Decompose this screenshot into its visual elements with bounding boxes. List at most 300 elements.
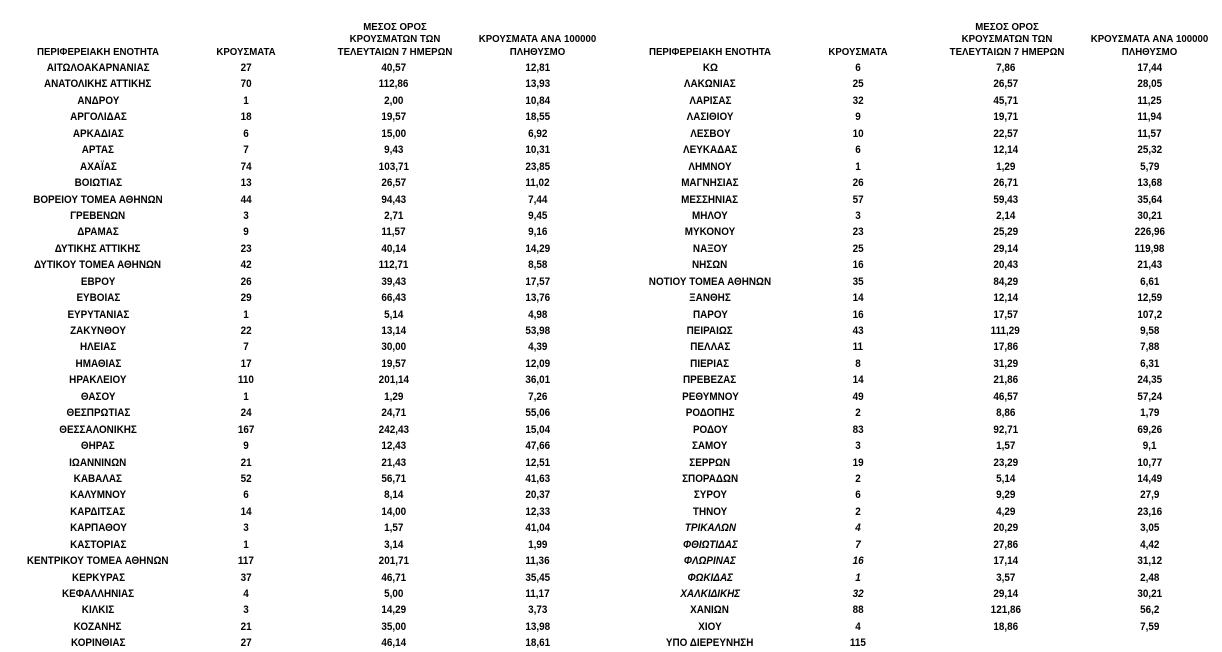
- cases-cell: 2: [855, 407, 861, 420]
- per100k-cell: 20,37: [525, 489, 550, 502]
- table-row: [612, 372, 1222, 388]
- region-cell: ΑΝΔΡΟΥ: [76, 94, 120, 107]
- per100k-cell: 55,06: [525, 407, 550, 420]
- per100k-cell: 17,44: [1137, 62, 1162, 74]
- per100k-cell: 3,05: [1139, 522, 1160, 535]
- cases-cell: 29: [240, 292, 252, 305]
- cases-cell: 11: [852, 341, 864, 354]
- cases-cell: 44: [240, 193, 252, 206]
- per100k-cell: 2,48: [1139, 571, 1160, 584]
- cases-cell: 6: [855, 144, 861, 157]
- table-row: [0, 405, 610, 421]
- table-row: [0, 142, 610, 158]
- per100k-cell: 56,2: [1139, 604, 1160, 617]
- table-row: [612, 504, 1222, 520]
- avg7-cell: 103,71: [378, 160, 409, 173]
- table-row: [0, 602, 610, 618]
- avg7-cell: 1,57: [995, 440, 1016, 453]
- table-row: [0, 504, 610, 520]
- avg7-cell: 84,29: [993, 275, 1018, 288]
- per100k-cell: 9,45: [527, 209, 548, 222]
- cases-cell: 23: [240, 242, 252, 255]
- region-cell: ΦΘΙΩΤΙΔΑΣ: [682, 538, 738, 551]
- table-row: [612, 192, 1222, 208]
- region-cell: ΚΑΣΤΟΡΙΑΣ: [69, 538, 127, 551]
- per100k-cell: 11,94: [1137, 111, 1162, 124]
- cases-cell: 17: [240, 357, 252, 370]
- table-row: [612, 76, 1222, 92]
- region-cell: ΛΑΣΙΘΙΟΥ: [686, 111, 734, 124]
- region-cell: ΡΟΔΟΥ: [692, 423, 728, 436]
- avg7-cell: 9,29: [995, 489, 1016, 502]
- region-cell: ΤΗΝΟΥ: [692, 505, 728, 518]
- per100k-cell: 23,85: [525, 160, 550, 173]
- per100k-cell: 119,98: [1134, 242, 1165, 255]
- per100k-cell: 14,49: [1137, 472, 1162, 485]
- cases-cell: 3: [855, 440, 861, 453]
- cases-cell: 6: [243, 489, 249, 502]
- per100k-cell: 24,35: [1137, 374, 1162, 387]
- region-cell: ΛΑΡΙΣΑΣ: [688, 94, 732, 107]
- avg7-cell: 8,14: [383, 489, 404, 502]
- region-cell: ΛΗΜΝΟΥ: [688, 160, 732, 173]
- table-row: [0, 60, 610, 76]
- region-cell: ΚΑΒΑΛΑΣ: [73, 472, 123, 485]
- header-cases-right: ΚΡΟΥΣΜΑΤΑ: [828, 45, 888, 58]
- per100k-cell: 30,21: [1137, 588, 1162, 600]
- table-row: [612, 126, 1222, 142]
- cases-cell: 115: [850, 637, 866, 650]
- avg7-cell: 46,14: [381, 637, 406, 650]
- region-cell: ΛΕΣΒΟΥ: [689, 127, 731, 140]
- cases-cell: 42: [240, 259, 252, 272]
- per100k-cell: 28,05: [1137, 78, 1162, 91]
- per100k-cell: 35,64: [1137, 193, 1162, 206]
- avg7-cell: 17,86: [993, 341, 1018, 354]
- region-cell: ΑΡΚΑΔΙΑΣ: [72, 127, 124, 140]
- avg7-cell: 2,00: [383, 94, 404, 107]
- region-cell: ΚΑΡΠΑΘΟΥ: [69, 522, 127, 535]
- per100k-cell: 11,25: [1137, 94, 1162, 107]
- region-cell: ΒΟΡΕΙΟΥ ΤΟΜΕΑ ΑΘΗΝΩΝ: [33, 193, 163, 206]
- per100k-cell: 12,81: [525, 62, 550, 74]
- avg7-cell: 30,00: [381, 341, 406, 354]
- per100k-cell: 18,61: [525, 637, 550, 650]
- avg7-cell: 5,14: [383, 308, 404, 321]
- region-cell: ΗΡΑΚΛΕΙΟΥ: [69, 374, 127, 387]
- avg7-cell: 1,29: [995, 160, 1016, 173]
- cases-cell: 32: [852, 94, 864, 107]
- per100k-cell: 13,76: [525, 292, 550, 305]
- table-row: [0, 586, 610, 602]
- cases-cell: 14: [852, 374, 864, 387]
- per100k-cell: 31,12: [1137, 555, 1162, 568]
- per100k-cell: 6,31: [1139, 357, 1160, 370]
- per100k-cell: 9,58: [1139, 325, 1160, 337]
- cases-cell: 25: [852, 78, 864, 91]
- per100k-cell: 41,63: [525, 472, 550, 485]
- per100k-cell: 13,68: [1137, 177, 1162, 190]
- header-per100k-right: ΚΡΟΥΣΜΑΤΑ ΑΝΑ 100000 ΠΛΗΘΥΣΜΟ: [1090, 33, 1209, 58]
- avg7-cell: 20,43: [993, 259, 1018, 272]
- per100k-cell: 3,73: [527, 604, 548, 617]
- per100k-cell: [1077, 635, 1222, 651]
- header-cases: ΚΡΟΥΣΜΑΤΑ: [216, 45, 276, 58]
- per100k-cell: 30,21: [1137, 209, 1162, 222]
- table-row: [0, 619, 610, 635]
- avg7-cell: 1,29: [383, 390, 404, 403]
- table-row: [0, 570, 610, 586]
- table-row: [0, 241, 610, 257]
- table-row: [612, 602, 1222, 618]
- cases-cell: 3: [243, 209, 249, 222]
- per100k-cell: 5,79: [1139, 160, 1160, 173]
- per100k-cell: 10,77: [1137, 456, 1162, 469]
- region-cell: ΕΥΒΟΙΑΣ: [76, 292, 120, 305]
- table-row: [612, 323, 1222, 339]
- cases-cell: 18: [240, 111, 252, 124]
- avg7-cell: 3,57: [995, 571, 1016, 584]
- cases-cell: 24: [240, 407, 252, 420]
- per100k-cell: 12,59: [1137, 292, 1162, 305]
- per100k-cell: 7,59: [1139, 620, 1160, 633]
- per100k-cell: 10,31: [525, 144, 550, 157]
- table-row: [612, 175, 1222, 191]
- region-cell: ΧΑΛΚΙΔΙΚΗΣ: [680, 588, 740, 600]
- region-cell: ΕΥΡΥΤΑΝΙΑΣ: [67, 308, 129, 321]
- per100k-cell: 15,04: [525, 423, 550, 436]
- region-cell: ΔΥΤΙΚΟΥ ΤΟΜΕΑ ΑΘΗΝΩΝ: [34, 259, 162, 272]
- avg7-cell: 29,14: [993, 588, 1018, 600]
- cases-cell: 14: [852, 292, 864, 305]
- avg7-cell: 201,14: [378, 374, 409, 387]
- region-cell: ΣΠΟΡΑΔΩΝ: [681, 472, 739, 485]
- table-row: [612, 405, 1222, 421]
- per100k-cell: 107,2: [1137, 308, 1162, 321]
- table-row: [0, 257, 610, 273]
- region-cell: ΚΙΛΚΙΣ: [81, 604, 115, 617]
- region-cell: ΜΑΓΝΗΣΙΑΣ: [681, 177, 739, 190]
- cases-cell: 19: [852, 456, 864, 469]
- region-cell: ΑΙΤΩΛΟΑΚΑΡΝΑΝΙΑΣ: [46, 62, 150, 74]
- avg7-cell: 4,29: [995, 505, 1016, 518]
- avg7-cell: 12,14: [993, 144, 1018, 157]
- region-cell: ΥΠΟ ΔΙΕΡΕΥΝΗΣΗ: [666, 637, 754, 650]
- per100k-cell: 12,51: [525, 456, 550, 469]
- region-cell: ΠΕΙΡΑΙΩΣ: [686, 325, 734, 337]
- per100k-cell: 4,42: [1139, 538, 1160, 551]
- table-row: [612, 224, 1222, 240]
- table-row: [0, 635, 610, 651]
- per100k-cell: 6,92: [527, 127, 548, 140]
- avg7-cell: 18,86: [993, 620, 1018, 633]
- avg7-cell: 59,43: [993, 193, 1018, 206]
- per100k-cell: 17,57: [525, 275, 550, 288]
- avg7-cell: 92,71: [993, 423, 1018, 436]
- avg7-cell: 94,43: [381, 193, 406, 206]
- avg7-cell: 201,71: [378, 555, 409, 568]
- region-cell: ΠΡΕΒΕΖΑΣ: [683, 374, 737, 387]
- cases-cell: 7: [243, 341, 249, 354]
- cases-cell: 1: [243, 390, 249, 403]
- region-cell: ΚΟΖΑΝΗΣ: [74, 620, 122, 633]
- table-row: [0, 339, 610, 355]
- per100k-cell: 21,43: [1137, 259, 1162, 272]
- region-cell: ΚΑΛΥΜΝΟΥ: [69, 489, 127, 502]
- avg7-cell: 56,71: [381, 472, 406, 485]
- avg7-cell: 39,43: [381, 275, 406, 288]
- left-rows: [0, 60, 610, 652]
- region-cell: ΝΑΞΟΥ: [692, 242, 728, 255]
- avg7-cell: 24,71: [381, 407, 406, 420]
- cases-cell: 1: [855, 160, 861, 173]
- region-cell: ΣΑΜΟΥ: [692, 440, 728, 453]
- avg7-cell: 20,29: [993, 522, 1018, 535]
- cases-cell: 27: [240, 62, 252, 74]
- cases-cell: 9: [243, 226, 249, 239]
- region-cell: ΚΑΡΔΙΤΣΑΣ: [70, 505, 126, 518]
- table-row: [0, 224, 610, 240]
- header-region: ΠΕΡΙΦΕΡΕΙΑΚΗ ΕΝΟΤΗΤΑ: [36, 45, 160, 58]
- per100k-cell: 18,55: [525, 111, 550, 124]
- cases-cell: 13: [240, 177, 252, 190]
- region-cell: ΘΑΣΟΥ: [80, 390, 116, 403]
- cases-cell: 3: [243, 604, 249, 617]
- avg7-cell: 5,00: [383, 588, 404, 600]
- table-row: [612, 142, 1222, 158]
- table-row: [612, 93, 1222, 109]
- per100k-cell: 10,84: [525, 94, 550, 107]
- avg7-cell: 112,86: [378, 78, 409, 91]
- table-row: [612, 471, 1222, 487]
- avg7-cell: 35,00: [381, 620, 406, 633]
- cases-cell: 21: [240, 620, 252, 633]
- table-row: [0, 76, 610, 92]
- cases-cell: 35: [852, 275, 864, 288]
- avg7-cell: 121,86: [990, 604, 1021, 617]
- table-row: [612, 422, 1222, 438]
- table-row: [0, 307, 610, 323]
- region-cell: ΝΗΣΩΝ: [692, 259, 728, 272]
- cases-cell: 1: [243, 538, 249, 551]
- region-cell: ΣΕΡΡΩΝ: [689, 456, 731, 469]
- table-row: [0, 455, 610, 471]
- region-cell: ΜΥΚΟΝΟΥ: [684, 226, 736, 239]
- region-cell: ΡΟΔΟΠΗΣ: [685, 407, 735, 420]
- cases-cell: 14: [240, 505, 252, 518]
- region-cell: ΞΑΝΘΗΣ: [689, 292, 731, 305]
- cases-cell: 117: [238, 555, 254, 568]
- per100k-cell: 12,33: [525, 505, 550, 518]
- region-cell: ΚΟΡΙΝΘΙΑΣ: [70, 637, 126, 650]
- per100k-cell: 226,96: [1134, 226, 1165, 239]
- cases-cell: 1: [243, 94, 249, 107]
- cases-cell: 26: [852, 177, 864, 190]
- per100k-cell: 57,24: [1137, 390, 1162, 403]
- table-row: [0, 159, 610, 175]
- table-row: [0, 537, 610, 553]
- avg7-cell: 46,57: [993, 390, 1018, 403]
- region-cell: ΗΜΑΘΙΑΣ: [75, 357, 121, 370]
- per100k-cell: 7,44: [527, 193, 548, 206]
- cases-cell: 52: [240, 472, 252, 485]
- table-row: [612, 109, 1222, 125]
- cases-cell: 3: [855, 209, 861, 222]
- table-row: [612, 487, 1222, 503]
- region-cell: ΣΥΡΟΥ: [693, 489, 727, 502]
- table-row: [612, 537, 1222, 553]
- table-row: [0, 438, 610, 454]
- avg7-cell: 12,43: [381, 440, 406, 453]
- table-row: [612, 455, 1222, 471]
- cases-cell: 22: [240, 325, 252, 337]
- per100k-cell: 11,36: [525, 555, 550, 568]
- avg7-cell: 40,57: [381, 62, 406, 74]
- avg7-cell: 14,29: [381, 604, 406, 617]
- per100k-cell: 11,02: [525, 177, 550, 190]
- table-row: [0, 175, 610, 191]
- avg7-cell: 19,71: [993, 111, 1018, 124]
- region-cell: ΓΡΕΒΕΝΩΝ: [70, 209, 126, 222]
- region-cell: ΜΕΣΣΗΝΙΑΣ: [681, 193, 739, 206]
- cases-cell: 6: [855, 62, 861, 74]
- avg7-cell: 26,57: [381, 177, 406, 190]
- region-cell: ΘΗΡΑΣ: [81, 440, 115, 453]
- per100k-cell: 41,04: [525, 522, 550, 535]
- table-row: [0, 109, 610, 125]
- per100k-cell: 4,98: [527, 308, 548, 321]
- table-row: [0, 422, 610, 438]
- per100k-cell: 25,32: [1137, 144, 1162, 157]
- avg7-cell: 112,71: [378, 259, 409, 272]
- region-cell: ΧΙΟΥ: [698, 620, 722, 633]
- cases-cell: 27: [240, 637, 252, 650]
- table-row: [612, 438, 1222, 454]
- table-row: [612, 307, 1222, 323]
- right-rows: [612, 60, 1222, 652]
- per100k-cell: 27,9: [1139, 489, 1160, 502]
- per100k-cell: 1,79: [1139, 407, 1160, 420]
- header-avg7-right: ΜΕΣΟΣ ΟΡΟΣ ΚΡΟΥΣΜΑΤΩΝ ΤΩΝ ΤΕΛΕΥΤΑΙΩΝ 7 ΗΜΕΡΩΝ: [949, 20, 1065, 58]
- cases-cell: 6: [855, 489, 861, 502]
- region-cell: ΑΡΤΑΣ: [81, 144, 115, 157]
- left-table-panel: [0, 0, 610, 652]
- region-cell: ΚΩ: [702, 62, 718, 74]
- per100k-cell: 6,61: [1139, 275, 1160, 288]
- per100k-cell: 11,57: [1137, 127, 1162, 140]
- per100k-cell: 7,88: [1139, 341, 1160, 354]
- table-row: [0, 372, 610, 388]
- cases-cell: 2: [855, 505, 861, 518]
- table-row: [0, 290, 610, 306]
- avg7-cell: 15,00: [381, 127, 406, 140]
- per100k-cell: 4,39: [527, 341, 548, 354]
- cases-cell: 26: [240, 275, 252, 288]
- cases-cell: 4: [855, 620, 861, 633]
- avg7-cell: 3,14: [383, 538, 404, 551]
- avg7-cell: 17,14: [993, 555, 1018, 568]
- cases-cell: 7: [243, 144, 249, 157]
- avg7-cell: 23,29: [993, 456, 1018, 469]
- avg7-cell: 2,71: [383, 209, 404, 222]
- avg7-cell: 242,43: [378, 423, 409, 436]
- region-cell: ΦΛΩΡΙΝΑΣ: [684, 555, 736, 568]
- table-row: [612, 290, 1222, 306]
- table-row: [0, 553, 610, 569]
- table-row: [612, 356, 1222, 372]
- region-cell: ΝΟΤΙΟΥ ΤΟΜΕΑ ΑΘΗΝΩΝ: [648, 275, 772, 288]
- avg7-cell: 26,71: [993, 177, 1018, 190]
- cases-cell: 16: [852, 555, 864, 568]
- avg7-cell: 8,86: [995, 407, 1016, 420]
- table-row: [612, 520, 1222, 536]
- table-row: [612, 60, 1222, 76]
- region-cell: ΘΕΣΠΡΩΤΙΑΣ: [66, 407, 130, 420]
- avg7-cell: 19,57: [381, 357, 406, 370]
- avg7-cell: 27,86: [993, 538, 1018, 551]
- cases-cell: 83: [852, 423, 864, 436]
- region-cell: ΑΝΑΤΟΛΙΚΗΣ ΑΤΤΙΚΗΣ: [44, 78, 152, 91]
- cases-cell: 88: [852, 604, 864, 617]
- table-row: [612, 159, 1222, 175]
- table-row: [612, 339, 1222, 355]
- header-avg7: ΜΕΣΟΣ ΟΡΟΣ ΚΡΟΥΣΜΑΤΩΝ ΤΩΝ ΤΕΛΕΥΤΑΙΩΝ 7 ΗΜΕΡΩΝ: [337, 20, 453, 58]
- table-row: [612, 570, 1222, 586]
- region-cell: ΔΥΤΙΚΗΣ ΑΤΤΙΚΗΣ: [55, 242, 141, 255]
- cases-cell: 10: [852, 127, 864, 140]
- per100k-cell: 11,17: [525, 588, 550, 600]
- avg7-cell: 12,14: [993, 292, 1018, 305]
- region-cell: ΚΕΦΑΛΛΗΝΙΑΣ: [61, 588, 135, 600]
- table-row: [0, 323, 610, 339]
- cases-cell: 23: [852, 226, 864, 239]
- table-row: [0, 356, 610, 372]
- per100k-cell: 14,29: [525, 242, 550, 255]
- avg7-cell: 111,29: [990, 325, 1021, 337]
- avg7-cell: 25,29: [993, 226, 1018, 239]
- table-row: [0, 126, 610, 142]
- region-cell: ΠΑΡΟΥ: [692, 308, 728, 321]
- per100k-cell: 9,1: [1142, 440, 1157, 453]
- table-row: [612, 586, 1222, 602]
- avg7-cell: 31,29: [993, 357, 1018, 370]
- avg7-cell: 19,57: [381, 111, 406, 124]
- cases-cell: 9: [855, 111, 861, 124]
- avg7-cell: 21,86: [993, 374, 1018, 387]
- table-row: [612, 208, 1222, 224]
- region-cell: ΠΙΕΡΙΑΣ: [690, 357, 730, 370]
- region-cell: ΔΡΑΜΑΣ: [77, 226, 119, 239]
- region-cell: ΜΗΛΟΥ: [692, 209, 728, 222]
- region-cell: ΑΧΑΪΑΣ: [79, 160, 117, 173]
- cases-cell: 43: [852, 325, 864, 337]
- avg7-cell: 9,43: [383, 144, 404, 157]
- cases-cell: 9: [243, 440, 249, 453]
- table-row: [0, 93, 610, 109]
- region-cell: ΒΟΙΩΤΙΑΣ: [74, 177, 122, 190]
- header-region-right: ΠΕΡΙΦΕΡΕΙΑΚΗ ΕΝΟΤΗΤΑ: [648, 45, 772, 58]
- region-cell: ΤΡΙΚΑΛΩΝ: [684, 522, 736, 535]
- avg7-cell: 29,14: [993, 242, 1018, 255]
- avg7-cell: 46,71: [381, 571, 406, 584]
- table-row: [0, 471, 610, 487]
- table-row: [612, 274, 1222, 290]
- avg7-cell: 11,57: [381, 226, 406, 239]
- per100k-cell: 35,45: [525, 571, 550, 584]
- avg7-cell: 17,57: [993, 308, 1018, 321]
- right-table-panel: [612, 0, 1222, 652]
- avg7-cell: 1,57: [383, 522, 404, 535]
